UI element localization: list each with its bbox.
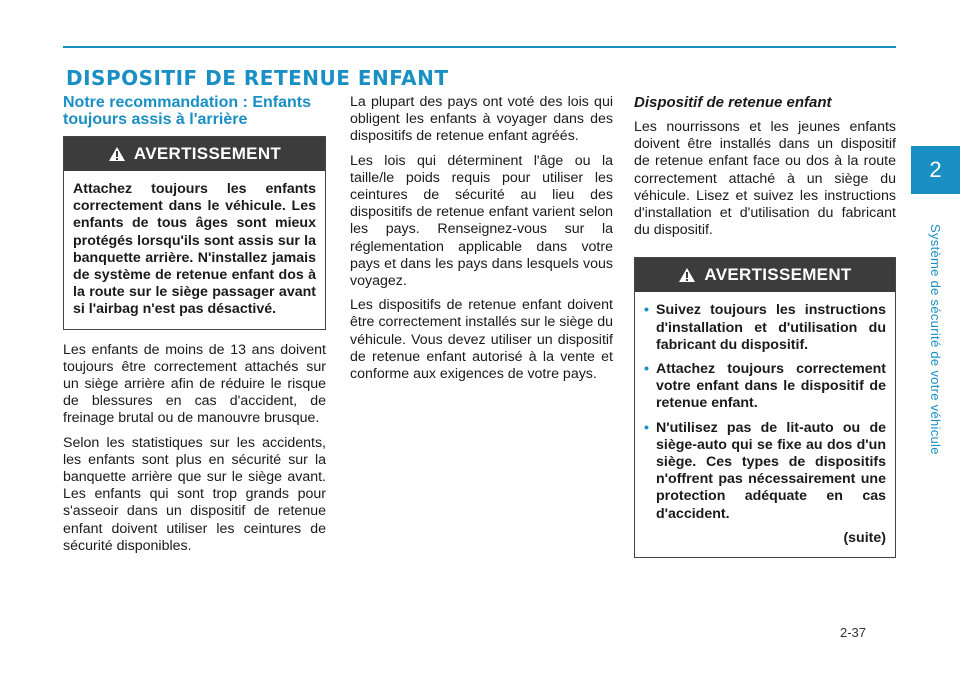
warning-list-item <box>644 302 886 354</box>
warning-list <box>644 302 886 522</box>
warning-list-item <box>644 420 886 523</box>
continued-label: (suite) <box>843 529 886 546</box>
paragraph: La plupart des pays ont voté des lois qui obligent les enfants à voyager dans des dispositifs de retenue enfant agréés. <box>350 94 613 145</box>
subheading-recommendation: Notre recommandation : Enfants toujours assis à l'arrière <box>63 94 312 128</box>
paragraph: Selon les statistiques sur les accidents, les enfants sont plus en sécurité sur la banquette arrière que sur le siège avant. Les enfants qui sont trop grands pour s'asseoir dans un dispositif de retenue enfant doivent utiliser les ceintures de sécurité disponibles. <box>63 434 326 554</box>
page-number: 2-37 <box>840 625 867 640</box>
warning-box <box>63 136 326 330</box>
paragraph: Les nourrissons et les jeunes enfants doivent être installés dans un dispositif de retenue enfant face ou dos à la route correctement attaché à un siège du véhicule. Lisez et suivez les instructions d'installation et d'utilisation du fabricant du dispositif. <box>634 119 896 239</box>
bullet-icon: • <box>644 361 649 378</box>
warning-triangle-icon <box>108 146 126 162</box>
column-middle <box>350 94 613 390</box>
subheading-child-restraint: Dispositif de retenue enfant <box>634 94 832 111</box>
paragraph: Les dispositifs de retenue enfant doivent être correctement installés sur le siège du véhicule. Vous devez utiliser un dispositif de retenue enfant autorisé à la vente et conforme aux exigences de votre pays. <box>350 297 613 383</box>
column-left <box>63 94 326 562</box>
paragraph: Les lois qui déterminent l'âge ou la taille/le poids requis pour utiliser les ceintures de sécurité au lieu des dispositifs de retenue enfant varient selon les pays. Renseignez-vous sur la réglementation applicable dans votre pays et dans les pays dans lesquels vous voyagez. <box>350 152 613 290</box>
column-right <box>634 94 896 558</box>
warning-box <box>634 257 896 558</box>
warning-item-text: Suivez toujours les instructions d'installation et d'utilisation du fabricant du dispositif. <box>656 302 886 353</box>
warning-text: Attachez toujours les enfants correctement dans le véhicule. Les enfants de tous âges sont mieux protégés lorsqu'ils sont assis sur la banquette arrière. N'installez jamais de système de retenue enfant dos à la route sur le siège passager avant si l'airbag n'est pas désactivé. <box>73 181 316 318</box>
chapter-tab[interactable] <box>911 146 960 194</box>
warning-header <box>64 137 325 171</box>
warning-body <box>635 292 895 557</box>
header-rule <box>63 46 896 48</box>
warning-body <box>64 171 325 329</box>
chapter-title: Système de sécurité de votre véhicule <box>928 224 943 455</box>
warning-item-text: N'utilisez pas de lit-auto ou de siège-auto qui se fixe au dos d'un siège. Ces types de dispositifs n'offrent pas nécessairement une protection adéquate en cas d'accident. <box>656 419 886 522</box>
warning-title: AVERTISSEMENT <box>704 265 852 285</box>
chapter-number: 2 <box>929 157 942 182</box>
warning-title: AVERTISSEMENT <box>133 144 282 163</box>
section-title: DISPOSITIF DE RETENUE ENFANT <box>66 66 449 90</box>
warning-list-item <box>644 361 886 413</box>
warning-item-text: Attachez toujours correctement votre enfant dans le dispositif de retenue enfant. <box>656 361 886 412</box>
paragraph: Les enfants de moins de 13 ans doivent toujours être correctement attachés sur un siège arrière afin de réduire le risque de blessures en cas d'accident, de freinage brutal ou de manouvre brusque. <box>63 341 326 427</box>
warning-triangle-icon <box>678 267 696 283</box>
bullet-icon: • <box>644 302 649 319</box>
bullet-icon: • <box>644 419 649 436</box>
warning-header <box>635 258 895 292</box>
